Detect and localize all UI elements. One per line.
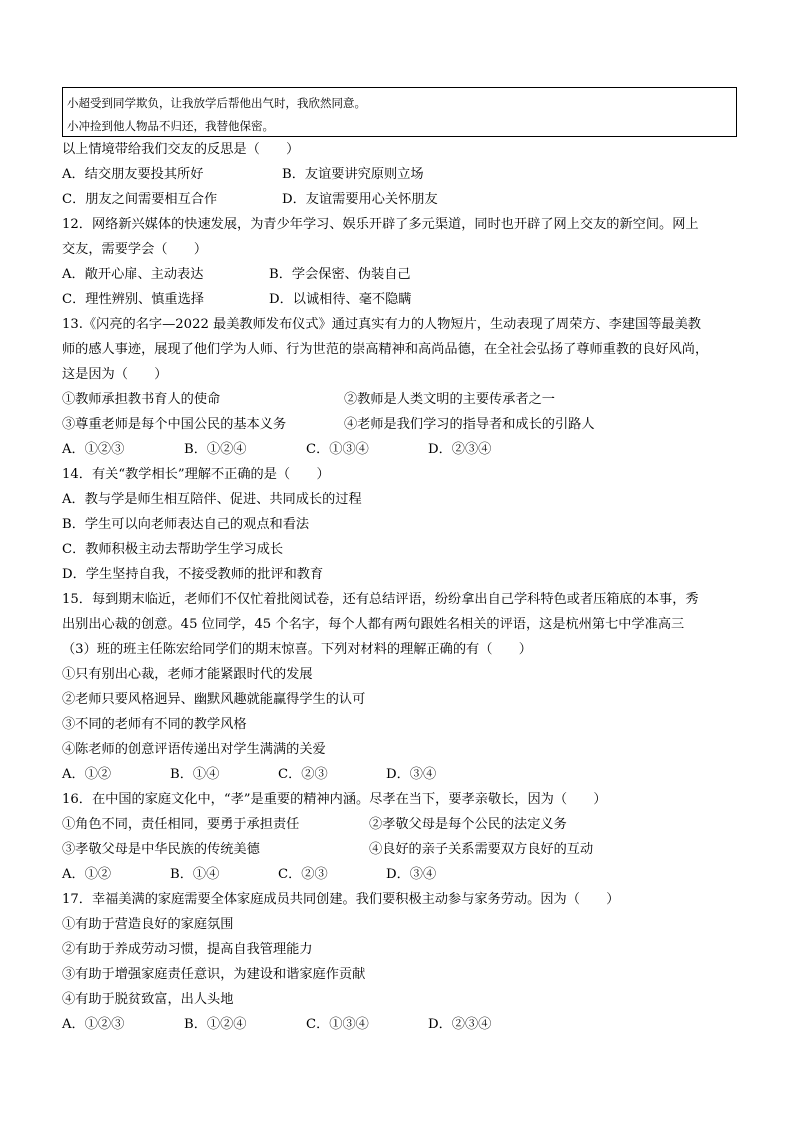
q14-option-d: D．学生坚持自我，不接受教师的批评和教育 xyxy=(62,567,324,582)
q15-item: ④陈老师的创意评语传递出对学生满满的关爱 xyxy=(62,742,326,757)
q15-stem-line: （3）班的班主任陈宏给同学们的期末惊喜。下列对材料的理解正确的有（ ） xyxy=(62,642,532,657)
q17-item: ②有助于养成劳动习惯，提高自我管理能力 xyxy=(62,942,313,957)
q17-stem: 17．幸福美满的家庭需要全体家庭成员共同创建。我们要积极主动参与家务劳动。因为（ ） xyxy=(62,892,620,907)
q17-option-b: B．①②④ xyxy=(184,1017,247,1032)
q15-option-c: C．②③ xyxy=(278,767,328,782)
q15-item: ①只有别出心裁，老师才能紧跟时代的发展 xyxy=(62,667,313,682)
q13-stem-line: 这是因为（ ） xyxy=(62,367,168,382)
q14-option-b: B．学生可以向老师表达自己的观点和看法 xyxy=(62,517,310,532)
q14-option-a: A．教与学是师生相互陪伴、促进、共同成长的过程 xyxy=(62,492,362,507)
q15-options xyxy=(62,762,737,787)
q17-option-c: C．①③④ xyxy=(306,1017,369,1032)
q16-option-d: D．③④ xyxy=(386,867,437,882)
q12-option-a: A．敞开心扉、主动表达 xyxy=(62,267,204,282)
q13-items-row-1 xyxy=(62,387,737,412)
scenario-box xyxy=(62,87,737,137)
q16-items-row-1 xyxy=(62,812,737,837)
q13-option-c: C．①③④ xyxy=(306,442,369,457)
q15-item: ②老师只要风格迥异、幽默风趣就能赢得学生的认可 xyxy=(62,692,366,707)
q16-option-b: B．①④ xyxy=(170,867,220,882)
q15-stem-line: 15．每到期末临近，老师们不仅忙着批阅试卷，还有总结评语，纷纷拿出自己学科特色或者压箱底的本事，秀 xyxy=(62,592,699,607)
q17-option-a: A．①②③ xyxy=(62,1017,125,1032)
scenario-line: 小超受到同学欺负，让我放学后帮他出气时，我欣然同意。 xyxy=(67,96,366,110)
q13-item: ④老师是我们学习的指导者和成长的引路人 xyxy=(344,417,595,432)
q13-items-row-2 xyxy=(62,412,737,437)
q15-item: ③不同的老师有不同的教学风格 xyxy=(62,717,247,732)
q17-item: ①有助于营造良好的家庭氛围 xyxy=(62,917,234,932)
q11-options-row-2 xyxy=(62,187,737,212)
q16-item: ①角色不同，责任相同，要勇于承担责任 xyxy=(62,817,300,832)
q12-option-d: D．以诚相待、毫不隐瞒 xyxy=(269,292,412,307)
q16-option-c: C．②③ xyxy=(278,867,328,882)
q12-stem-line: 交友，需要学会（ ） xyxy=(62,242,208,257)
q12-stem-line: 12．网络新兴媒体的快速发展，为青少年学习、娱乐开辟了多元渠道，同时也开辟了网上交友的新空间。网上 xyxy=(62,217,699,232)
q15-stem-line: 出别出心裁的创意。45 位同学，45 个名字，每个人都有两句跟姓名相关的评语，这是杭州第七中学准高三 xyxy=(62,617,685,632)
q16-options xyxy=(62,862,737,887)
q14-option-c: C．教师积极主动去帮助学生学习成长 xyxy=(62,542,284,557)
q13-item: ①教师承担教书育人的使命 xyxy=(62,392,221,407)
q15-option-b: B．①④ xyxy=(170,767,220,782)
q17-option-d: D．②③④ xyxy=(428,1017,492,1032)
q11-option-c: C．朋友之间需要相互合作 xyxy=(62,192,218,207)
q13-item: ③尊重老师是每个中国公民的基本义务 xyxy=(62,417,287,432)
q17-options xyxy=(62,1012,737,1037)
q12-options-row-2 xyxy=(62,287,737,312)
exam-page xyxy=(62,87,737,1037)
q13-item: ②教师是人类文明的主要传承者之一 xyxy=(344,392,555,407)
q15-option-d: D．③④ xyxy=(386,767,437,782)
q16-item: ②孝敬父母是每个公民的法定义务 xyxy=(369,817,567,832)
q17-item: ③有助于增强家庭责任意识，为建设和谐家庭作贡献 xyxy=(62,967,366,982)
q16-item: ③孝敬父母是中华民族的传统美德 xyxy=(62,842,260,857)
q14-stem: 14．有关“教学相长”理解不正确的是（ ） xyxy=(62,467,330,482)
q12-options-row-1 xyxy=(62,262,737,287)
q16-stem: 16．在中国的家庭文化中，“孝”是重要的精神内涵。尽孝在当下，要孝亲敬长，因为（ ） xyxy=(62,792,607,807)
q11-stem: 以上情境带给我们交友的反思是（ ） xyxy=(62,142,300,157)
q16-items-row-2 xyxy=(62,837,737,862)
q15-option-a: A．①② xyxy=(62,767,112,782)
q12-option-c: C．理性辨别、慎重选择 xyxy=(62,292,204,307)
q13-stem-line: 13.《闪亮的名字—2022 最美教师发布仪式》通过真实有力的人物短片，生动表现了周荣方、李建国等最美教 xyxy=(62,317,701,332)
q11-option-a: A．结交朋友要投其所好 xyxy=(62,167,204,182)
q13-option-b: B．①②④ xyxy=(184,442,247,457)
scenario-line: 小冲捡到他人物品不归还，我替他保密。 xyxy=(67,119,274,133)
q13-stem-line: 师的感人事迹，展现了他们学为人师、行为世范的崇高精神和高尚品德，在全社会弘扬了尊师重教的良好风尚， xyxy=(62,342,709,357)
q13-options xyxy=(62,437,737,462)
q11-options-row-1 xyxy=(62,162,737,187)
q13-option-d: D．②③④ xyxy=(428,442,492,457)
q17-item: ④有助于脱贫致富，出人头地 xyxy=(62,992,234,1007)
q11-option-d: D．友谊需要用心关怀朋友 xyxy=(282,192,438,207)
q16-item: ④良好的亲子关系需要双方良好的互动 xyxy=(369,842,594,857)
q12-option-b: B．学会保密、伪装自己 xyxy=(269,267,411,282)
q13-option-a: A．①②③ xyxy=(62,442,125,457)
q11-option-b: B．友谊要讲究原则立场 xyxy=(282,167,424,182)
q16-option-a: A．①② xyxy=(62,867,112,882)
